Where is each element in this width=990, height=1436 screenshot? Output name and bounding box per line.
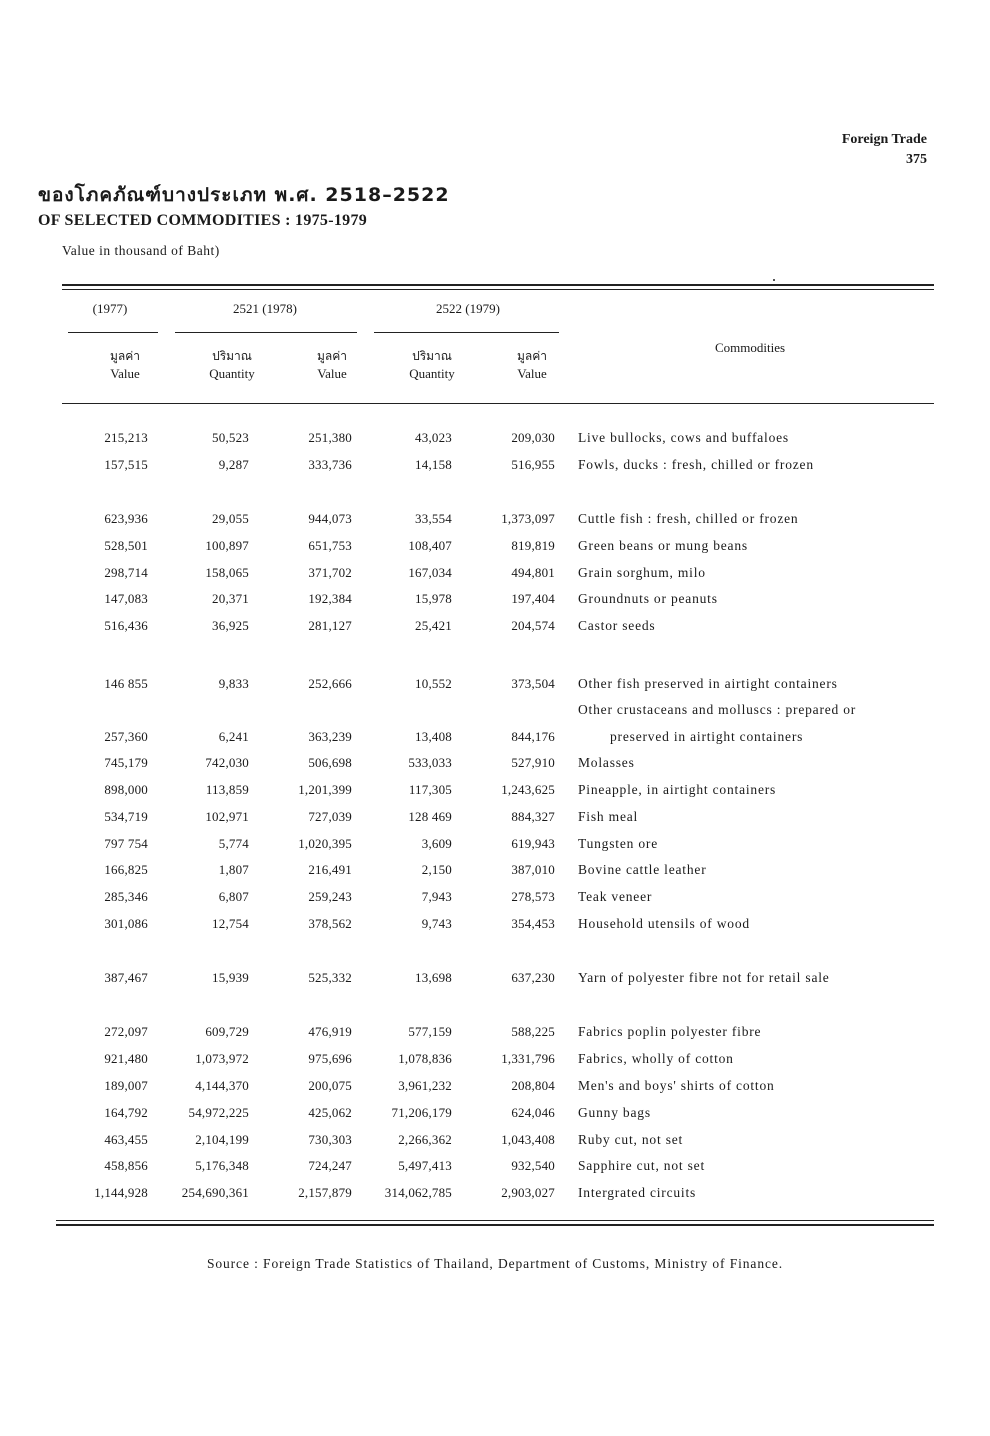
commodity-name-cell: Green beans or mung beans [578, 538, 748, 553]
quantity-1979-cell: 9,743 [421, 916, 452, 931]
value-1979-cell: 619,943 [511, 836, 555, 851]
value-header-1977 [90, 347, 160, 382]
commodity-name-cell: Bovine cattle leather [578, 862, 707, 877]
quantity-1979-cell: 314,062,785 [384, 1185, 452, 1200]
quantity-1978-cell: 158,065 [205, 565, 249, 580]
value-1978-cell: 259,243 [308, 889, 352, 904]
value-1978-cell: 476,919 [308, 1024, 352, 1039]
value-1977-cell: 215,213 [104, 430, 148, 445]
section-label: Foreign Trade [841, 132, 927, 147]
commodity-name-cell: Other fish preserved in airtight containers [578, 676, 838, 691]
page-number: 375 [906, 152, 927, 167]
quantity-1979-cell: 2,150 [421, 862, 452, 877]
commodities-header: Commodities [714, 340, 786, 355]
quantity-1979-cell: 108,407 [408, 538, 452, 553]
bottom-rule-thick [56, 1224, 934, 1226]
quantity-1979-cell: 13,698 [415, 970, 452, 985]
group-header-1979: 2522 (1979) [436, 301, 500, 316]
quantity-1979-cell: 128 469 [408, 809, 452, 824]
value-1978-cell: 2,157,879 [298, 1185, 352, 1200]
value-1978-cell: 727,039 [308, 809, 352, 824]
quantity-1979-cell: 577,159 [408, 1024, 452, 1039]
commodity-name-cell: Pineapple, in airtight containers [578, 782, 777, 797]
quantity-header-1979 [390, 347, 474, 382]
group-underline-1977 [68, 332, 158, 333]
value-1978-cell: 724,247 [308, 1158, 352, 1173]
value-1977-cell: 797 754 [104, 836, 148, 851]
value-1979-cell: 516,955 [511, 457, 555, 472]
value-1979-cell: 819,819 [511, 538, 555, 553]
value-1977-cell: 898,000 [104, 782, 148, 797]
value-1979-cell: 1,043,408 [501, 1132, 555, 1147]
value-1979-cell: 197,404 [511, 591, 555, 606]
bottom-rule-thin [56, 1220, 934, 1221]
value-1978-cell: 192,384 [308, 591, 352, 606]
value-1978-cell: 251,380 [308, 430, 352, 445]
value-1978-cell: 252,666 [308, 676, 352, 691]
quantity-1978-cell: 5,774 [218, 836, 249, 851]
quantity-1978-cell: 9,833 [218, 676, 249, 691]
quantity-1978-cell: 254,690,361 [181, 1185, 249, 1200]
value-1977-cell: 272,097 [104, 1024, 148, 1039]
value-1978-cell: 730,303 [308, 1132, 352, 1147]
commodity-name-cell: Cuttle fish : fresh, chilled or frozen [578, 511, 799, 526]
quantity-1979-cell: 3,961,232 [398, 1078, 452, 1093]
quantity-1979-cell: 13,408 [415, 729, 452, 744]
value-1978-cell: 378,562 [308, 916, 352, 931]
value-thai-label: มูลค่า [109, 349, 141, 363]
commodity-name-cell: Tungsten ore [578, 836, 658, 851]
commodity-name-cell: Molasses [578, 755, 635, 770]
value-1979-cell: 204,574 [511, 618, 555, 633]
value-1979-cell: 494,801 [511, 565, 555, 580]
quantity-1978-cell: 1,073,972 [195, 1051, 249, 1066]
commodity-name-cell: Fowls, ducks : fresh, chilled or frozen [578, 457, 814, 472]
quantity-1978-cell: 15,939 [212, 970, 249, 985]
value-1977-cell: 301,086 [104, 916, 148, 931]
speck [773, 279, 775, 281]
commodity-name-cell: Other crustaceans and molluscs : prepared or [578, 702, 857, 717]
value-1979-cell: 527,910 [511, 755, 555, 770]
value-1978-cell: 200,075 [308, 1078, 352, 1093]
source-note: Source : Foreign Trade Statistics of Thailand, Department of Customs, Ministry of Finance. [206, 1256, 784, 1271]
commodity-name-cell: Sapphire cut, not set [578, 1158, 706, 1173]
quantity-1979-cell: 5,497,413 [398, 1158, 452, 1173]
value-1977-cell: 1,144,928 [94, 1185, 148, 1200]
value-1977-cell: 147,083 [104, 591, 148, 606]
quantity-1978-cell: 29,055 [212, 511, 249, 526]
value-1978-cell: 506,698 [308, 755, 352, 770]
commodity-name-cell: Yarn of polyester fibre not for retail sale [578, 970, 830, 985]
value-1977-cell: 166,825 [104, 862, 148, 877]
commodity-name-cell: Groundnuts or peanuts [578, 591, 718, 606]
value-1978-cell: 651,753 [308, 538, 352, 553]
quantity-1978-cell: 6,807 [218, 889, 249, 904]
commodity-name-cell: Household utensils of wood [578, 916, 750, 931]
quantity-1978-cell: 9,287 [218, 457, 249, 472]
value-1979-cell: 209,030 [511, 430, 555, 445]
title-thai: ของโภคภัณฑ์บางประเภท พ.ศ. 2518–2522 [38, 184, 450, 206]
commodity-name-cell: Intergrated circuits [578, 1185, 697, 1200]
commodity-name-cell: Castor seeds [578, 618, 656, 633]
quantity-1978-cell: 1,807 [218, 862, 249, 877]
quantity-1979-cell: 33,554 [415, 511, 452, 526]
commodity-name-cell: Teak veneer [578, 889, 653, 904]
quantity-1979-cell: 117,305 [408, 782, 452, 797]
quantity-1978-cell: 609,729 [205, 1024, 249, 1039]
value-1978-cell: 425,062 [308, 1105, 352, 1120]
value-1979-cell: 387,010 [511, 862, 555, 877]
value-1977-cell: 298,714 [104, 565, 148, 580]
value-thai-label: มูลค่า [516, 349, 548, 363]
value-1978-cell: 944,073 [308, 511, 352, 526]
quantity-1978-cell: 20,371 [212, 591, 249, 606]
value-1979-cell: 588,225 [511, 1024, 555, 1039]
quantity-en-label: Quantity [409, 366, 455, 381]
quantity-1979-cell: 43,023 [415, 430, 452, 445]
quantity-1978-cell: 54,972,225 [188, 1105, 249, 1120]
quantity-1979-cell: 167,034 [408, 565, 452, 580]
value-1979-cell: 2,903,027 [501, 1185, 555, 1200]
value-1978-cell: 525,332 [308, 970, 352, 985]
value-en-label: Value [110, 366, 140, 381]
commodity-name-cell: Fabrics poplin polyester fibre [578, 1024, 762, 1039]
value-thai-label: มูลค่า [316, 349, 348, 363]
quantity-1978-cell: 742,030 [205, 755, 249, 770]
quantity-1979-cell: 533,033 [408, 755, 452, 770]
value-1977-cell: 921,480 [104, 1051, 148, 1066]
quantity-thai-label: ปริมาณ [412, 349, 452, 363]
quantity-1978-cell: 4,144,370 [195, 1078, 249, 1093]
group-underline-1978 [175, 332, 357, 333]
top-rule-thin [62, 289, 934, 290]
value-en-label: Value [517, 366, 547, 381]
quantity-header-1978 [190, 347, 274, 382]
value-1977-cell: 458,856 [104, 1158, 148, 1173]
quantity-1978-cell: 2,104,199 [195, 1132, 249, 1147]
quantity-1978-cell: 12,754 [212, 916, 249, 931]
quantity-1979-cell: 10,552 [415, 676, 452, 691]
unit-note: Value in thousand of Baht) [62, 243, 220, 258]
value-1979-cell: 1,331,796 [501, 1051, 555, 1066]
quantity-1979-cell: 15,978 [415, 591, 452, 606]
value-1977-cell: 528,501 [104, 538, 148, 553]
value-1978-cell: 371,702 [308, 565, 352, 580]
quantity-1979-cell: 71,206,179 [391, 1105, 452, 1120]
value-1978-cell: 281,127 [308, 618, 352, 633]
value-1977-cell: 189,007 [104, 1078, 148, 1093]
quantity-1979-cell: 7,943 [421, 889, 452, 904]
value-1977-cell: 387,467 [104, 970, 148, 985]
title-english: OF SELECTED COMMODITIES : 1975-1979 [38, 212, 368, 229]
value-1977-cell: 623,936 [104, 511, 148, 526]
commodity-name-cell: Grain sorghum, milo [578, 565, 706, 580]
value-1979-cell: 1,243,625 [501, 782, 555, 797]
header-bottom-rule [62, 403, 934, 404]
value-en-label: Value [317, 366, 347, 381]
quantity-1978-cell: 50,523 [212, 430, 249, 445]
value-1977-cell: 146 855 [104, 676, 148, 691]
quantity-1978-cell: 36,925 [212, 618, 249, 633]
group-header-1978: 2521 (1978) [233, 301, 297, 316]
commodity-name-cell: Ruby cut, not set [578, 1132, 684, 1147]
quantity-1979-cell: 1,078,836 [398, 1051, 452, 1066]
commodity-name-cell: Men's and boys' shirts of cotton [578, 1078, 775, 1093]
quantity-en-label: Quantity [209, 366, 255, 381]
quantity-1978-cell: 100,897 [205, 538, 249, 553]
quantity-1978-cell: 6,241 [218, 729, 249, 744]
value-1977-cell: 164,792 [104, 1105, 148, 1120]
value-1978-cell: 363,239 [308, 729, 352, 744]
value-1977-cell: 534,719 [104, 809, 148, 824]
commodity-name-cell: Gunny bags [578, 1105, 651, 1120]
commodity-name-cell: Fish meal [578, 809, 639, 824]
value-1978-cell: 1,020,395 [298, 836, 352, 851]
value-1979-cell: 884,327 [511, 809, 555, 824]
value-header-1978 [297, 347, 367, 382]
value-1979-cell: 278,573 [511, 889, 555, 904]
quantity-1979-cell: 25,421 [415, 618, 452, 633]
value-1979-cell: 637,230 [511, 970, 555, 985]
group-header-1977: (1977) [92, 301, 128, 316]
value-1979-cell: 932,540 [511, 1158, 555, 1173]
value-1979-cell: 373,504 [511, 676, 555, 691]
value-1978-cell: 975,696 [308, 1051, 352, 1066]
value-1979-cell: 208,804 [511, 1078, 555, 1093]
quantity-1979-cell: 2,266,362 [398, 1132, 452, 1147]
value-1978-cell: 216,491 [308, 862, 352, 877]
value-1977-cell: 516,436 [104, 618, 148, 633]
quantity-1979-cell: 14,158 [415, 457, 452, 472]
group-underline-1979 [374, 332, 559, 333]
commodity-name-cell: preserved in airtight containers [610, 729, 804, 744]
commodity-name-cell: Live bullocks, cows and buffaloes [578, 430, 789, 445]
value-header-1979 [497, 347, 567, 382]
value-1977-cell: 285,346 [104, 889, 148, 904]
quantity-1979-cell: 3,609 [421, 836, 452, 851]
value-1979-cell: 354,453 [511, 916, 555, 931]
page-header [842, 130, 927, 170]
value-1977-cell: 745,179 [104, 755, 148, 770]
value-1977-cell: 463,455 [104, 1132, 148, 1147]
quantity-1978-cell: 5,176,348 [195, 1158, 249, 1173]
top-rule-thick [62, 284, 934, 286]
quantity-1978-cell: 102,971 [205, 809, 249, 824]
value-1979-cell: 1,373,097 [501, 511, 555, 526]
value-1978-cell: 1,201,399 [298, 782, 352, 797]
value-1979-cell: 624,046 [511, 1105, 555, 1120]
value-1978-cell: 333,736 [308, 457, 352, 472]
value-1979-cell: 844,176 [511, 729, 555, 744]
value-1977-cell: 157,515 [104, 457, 148, 472]
quantity-thai-label: ปริมาณ [212, 349, 252, 363]
commodity-name-cell: Fabrics, wholly of cotton [578, 1051, 734, 1066]
quantity-1978-cell: 113,859 [205, 782, 249, 797]
value-1977-cell: 257,360 [104, 729, 148, 744]
